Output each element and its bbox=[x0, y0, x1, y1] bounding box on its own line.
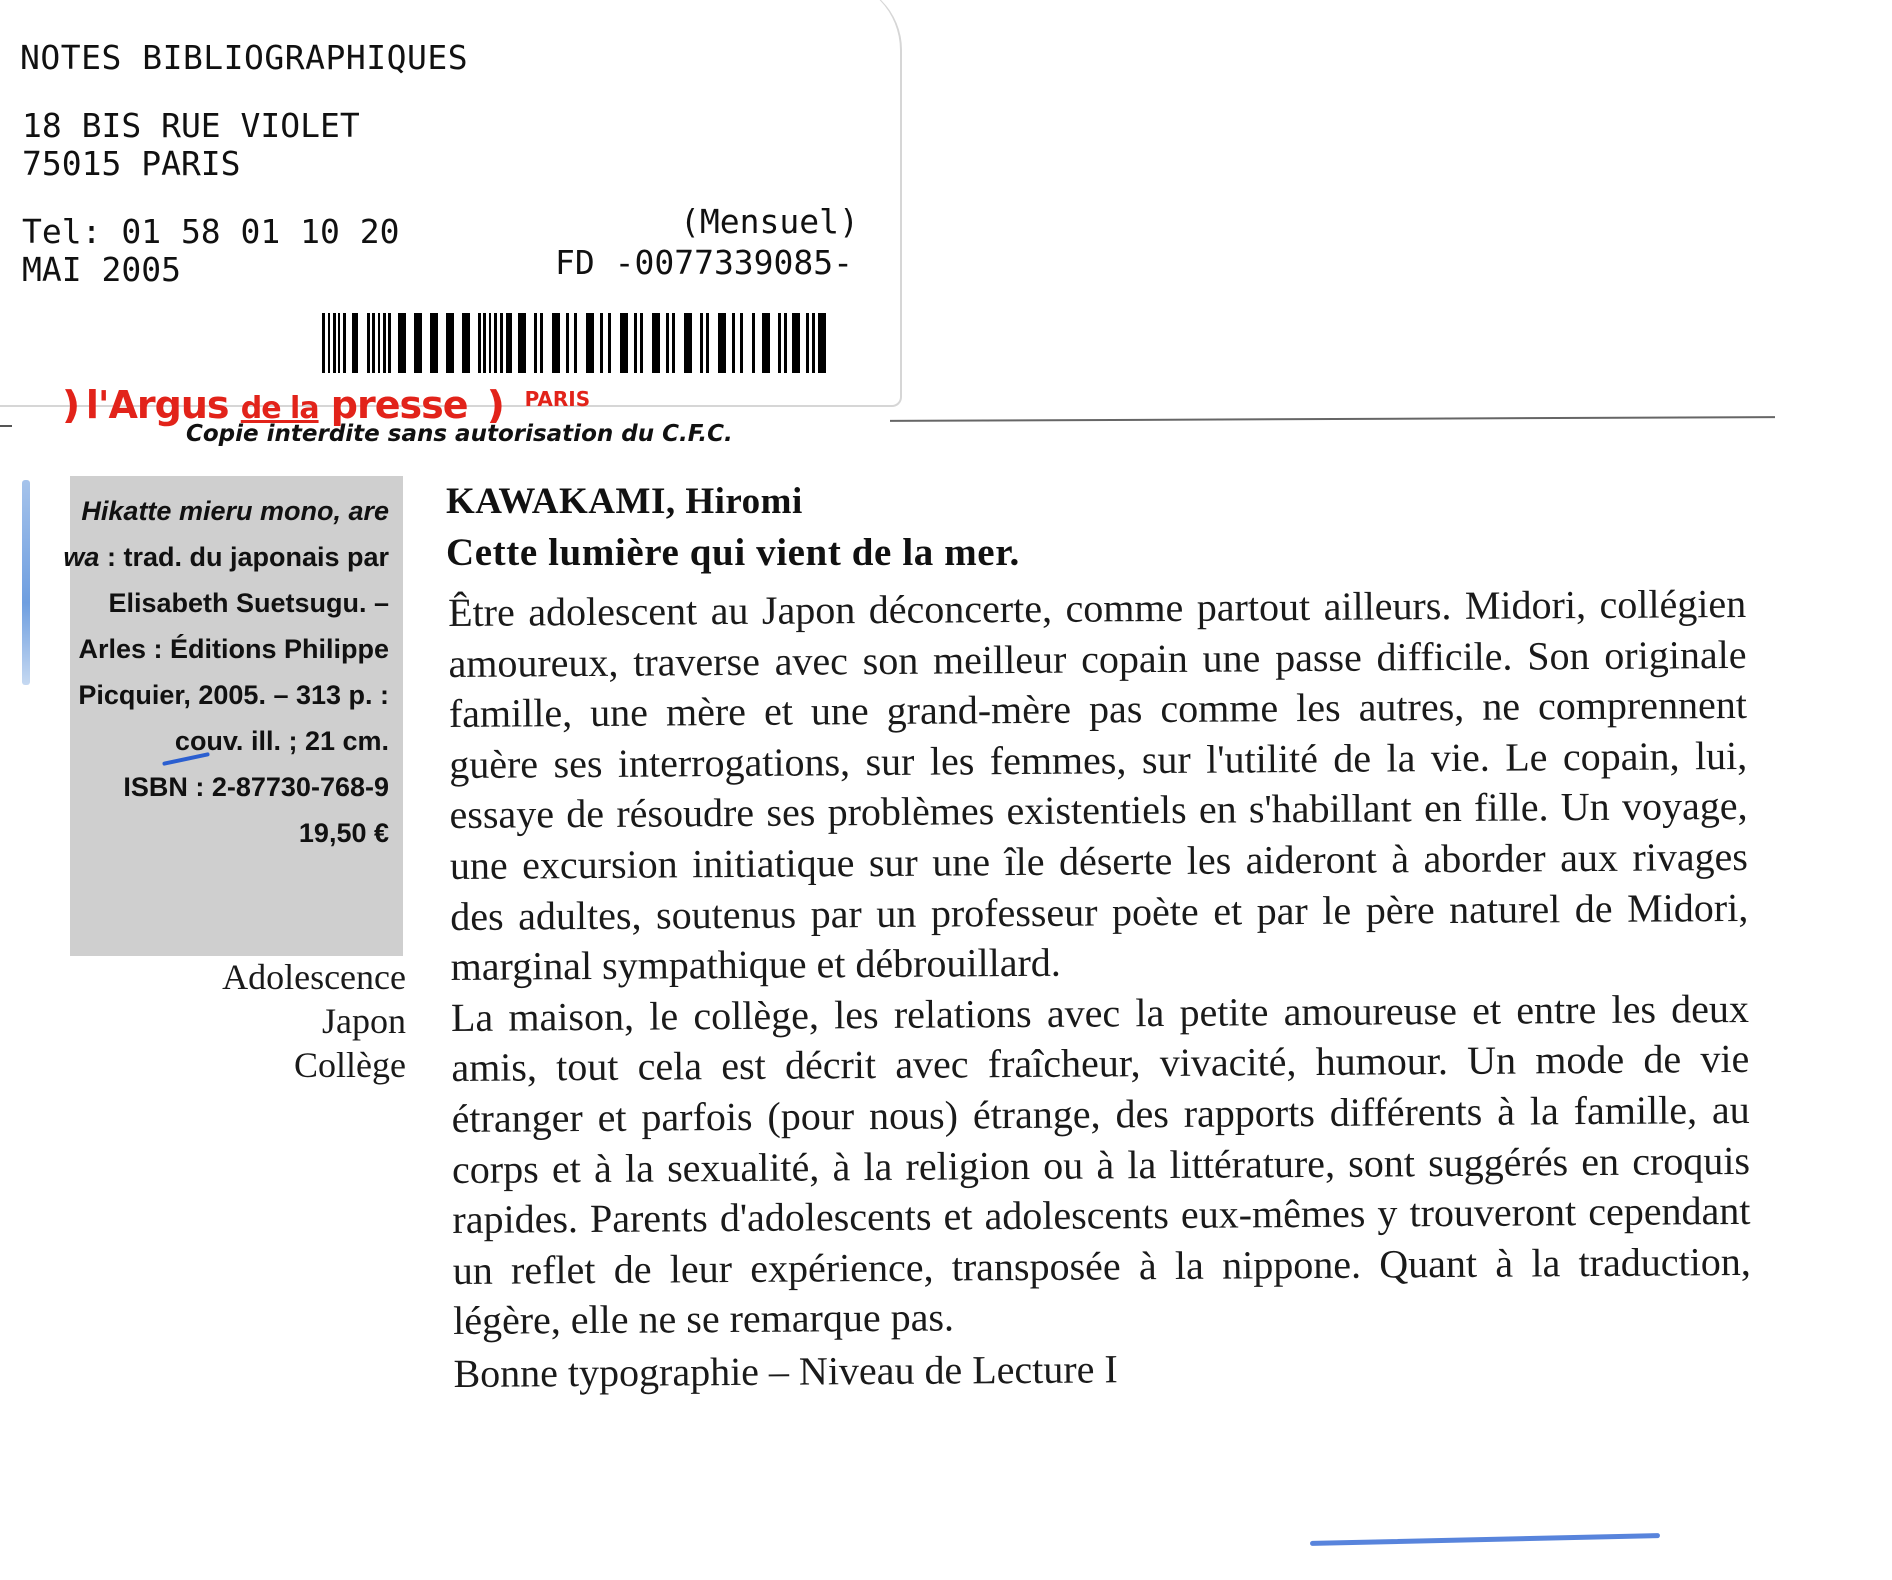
frequency-label: (Mensuel) bbox=[680, 202, 859, 241]
publication-details: : trad. du japonais par Elisabeth Suetsugu. – Arles : Éditions Philippe Picquier, 2005. – 313 p. : couv. ill. ; 21 cm. bbox=[78, 542, 389, 756]
barcode-bar bbox=[518, 313, 526, 373]
barcode-bar bbox=[446, 313, 454, 373]
barcode-bar bbox=[328, 313, 330, 373]
logo-text-argus: l'Argus bbox=[85, 383, 241, 427]
logo-text-presse: presse bbox=[318, 383, 468, 427]
barcode-bar bbox=[740, 313, 743, 373]
barcode-bar bbox=[706, 313, 709, 373]
original-title: Hikatte mieru mono, are wa bbox=[63, 496, 389, 572]
phone-number: Tel: 01 58 01 10 20 bbox=[22, 212, 400, 251]
barcode-bar bbox=[718, 313, 726, 373]
blue-highlight-mark bbox=[22, 480, 30, 685]
barcode-bar bbox=[608, 313, 611, 373]
barcode-bar bbox=[506, 313, 512, 373]
subject-item: Japon bbox=[322, 1001, 406, 1041]
barcode-bar bbox=[806, 313, 809, 373]
barcode-bar bbox=[586, 313, 594, 373]
barcode-bar bbox=[600, 313, 603, 373]
address-line-2: 75015 PARIS bbox=[22, 144, 241, 183]
subject-item: Collège bbox=[294, 1045, 406, 1085]
barcode-bar bbox=[672, 313, 675, 373]
bibliographic-details bbox=[59, 488, 389, 856]
review-paragraph: Être adolescent au Japon déconcerte, comme partout ailleurs. Midori, collégien amoureux, traverse avec son meilleur copain une passe difficile. Son originale famille, une mère et une grand-mère pas comme les autres, ne comprennent guère ses interrogations, sur les femmes, sur l'utilité de la vie. Le copain, lui, essaye de résoudre ses problèmes existentiels en s'habillant en fille. Un voyage, une excursion initiatique sur une île déserte les aideront à aborder aux rivages des adultes, soutenus par un professeur poète et par le père naturel de Midori, marginal sympathique et débrouillard. bbox=[448, 580, 1749, 990]
barcode-bar bbox=[414, 313, 422, 373]
logo-mark-left: ❫ bbox=[55, 383, 86, 427]
barcode-bar bbox=[634, 313, 637, 373]
barcode-bar bbox=[462, 313, 470, 373]
barcode-bar bbox=[792, 313, 800, 373]
bibliographic-info-box bbox=[63, 476, 403, 956]
barcode-bar bbox=[333, 313, 336, 373]
left-rule bbox=[0, 425, 12, 427]
barcode-bar bbox=[620, 313, 628, 373]
barcode-bar bbox=[383, 313, 386, 373]
document-code: FD -0077339085- bbox=[555, 243, 854, 282]
barcode-bar bbox=[378, 313, 380, 373]
review-paragraph: La maison, le collège, les relations avec la petite amoureuse et entre les deux amis, tout cela est décrit avec fraîcheur, vivacité, humour. Un mode de vie étranger et parfois (pour nous) étrange, des rapports différents à la famille, au corps et à la sexualité, à la religion ou à la littérature, sont suggérés en croquis rapides. Parents d'adolescents et adolescents eux-mêmes y trouveront cependant un reflet de leur expérience, transposée à la nippone. Quant à la traduction, légère, elle ne se remarque pas. bbox=[450, 985, 1751, 1344]
barcode-bar bbox=[489, 313, 491, 373]
right-rule bbox=[890, 416, 1775, 422]
isbn: ISBN : 2-87730-768-9 bbox=[123, 772, 389, 802]
barcode-bar bbox=[430, 313, 438, 373]
publication-name: NOTES BIBLIOGRAPHIQUES bbox=[20, 38, 469, 77]
barcode-bar bbox=[388, 313, 391, 373]
barcode-bar bbox=[818, 313, 826, 373]
book-title: Cette lumière qui vient de la mer. bbox=[446, 531, 1020, 574]
review-text bbox=[448, 579, 1752, 1400]
barcode-bar bbox=[752, 313, 755, 373]
barcode-bar bbox=[640, 313, 643, 373]
barcode-bar bbox=[343, 313, 346, 373]
barcode-bar bbox=[367, 313, 370, 373]
barcode-bar bbox=[762, 313, 770, 373]
barcode-bar bbox=[494, 313, 497, 373]
barcode-bar bbox=[732, 313, 735, 373]
book-author: KAWAKAMI, Hiromi bbox=[446, 481, 803, 522]
subject-keywords bbox=[170, 955, 406, 1087]
barcode-bar bbox=[483, 313, 486, 373]
barcode-bar bbox=[478, 313, 481, 373]
barcode-bar bbox=[500, 313, 503, 373]
barcode-bar bbox=[566, 313, 569, 373]
review-assessment: Bonne typographie – Niveau de Lecture I bbox=[453, 1346, 1118, 1396]
subject-item: Adolescence bbox=[222, 957, 406, 997]
issue-date: MAI 2005 bbox=[22, 250, 181, 289]
barcode-bar bbox=[322, 313, 325, 373]
blue-pen-underline bbox=[1310, 1533, 1660, 1546]
barcode-bar bbox=[540, 313, 543, 373]
copyright-notice: Copie interdite sans autorisation du C.F.C. bbox=[186, 421, 733, 447]
barcode-bar bbox=[700, 313, 703, 373]
barcode-bar bbox=[812, 313, 815, 373]
barcode bbox=[322, 313, 827, 373]
logo-text-de-la: de la bbox=[240, 391, 319, 426]
logo-mark-right: ❫ bbox=[467, 383, 511, 427]
logo-city: PARIS bbox=[524, 387, 591, 411]
barcode-bar bbox=[352, 313, 358, 373]
barcode-bar bbox=[666, 313, 669, 373]
barcode-bar bbox=[684, 313, 692, 373]
barcode-bar bbox=[372, 313, 375, 373]
barcode-bar bbox=[778, 313, 781, 373]
barcode-bar bbox=[552, 313, 560, 373]
barcode-bar bbox=[338, 313, 340, 373]
address-line-1: 18 BIS RUE VIOLET bbox=[22, 106, 360, 145]
price: 19,50 € bbox=[298, 818, 389, 848]
barcode-bar bbox=[398, 313, 406, 373]
barcode-bar bbox=[784, 313, 787, 373]
barcode-bar bbox=[534, 313, 537, 373]
barcode-bar bbox=[574, 313, 577, 373]
barcode-bar bbox=[652, 313, 660, 373]
